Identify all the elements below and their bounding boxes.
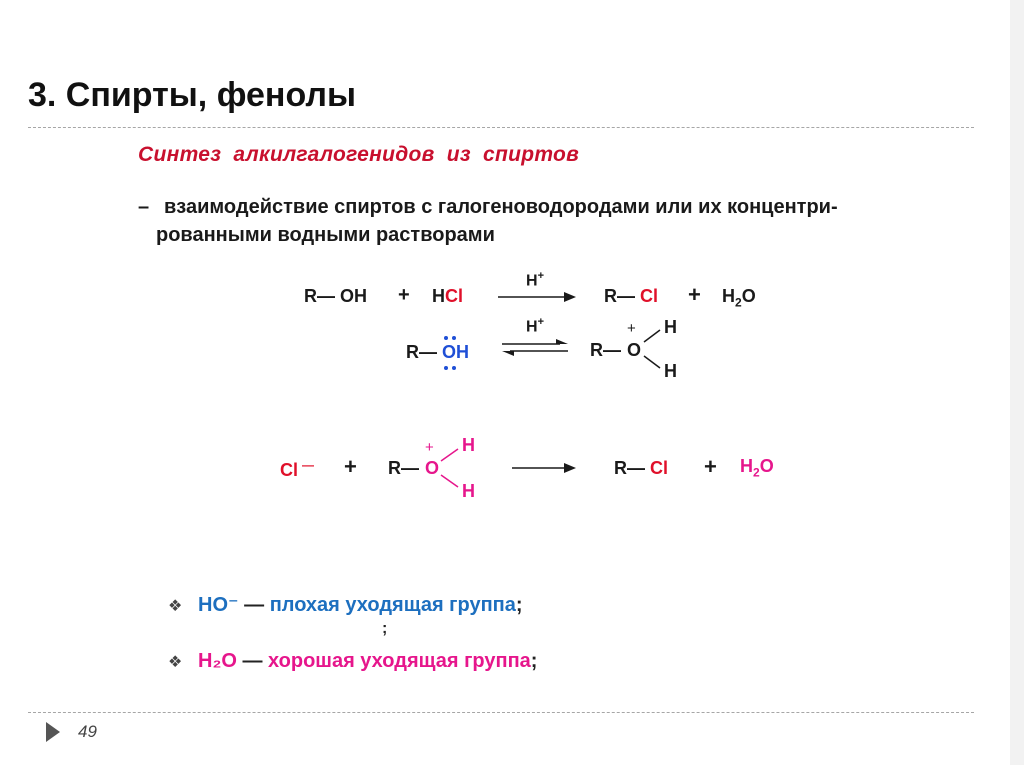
bullet-1-text: плохая уходящая группа (269, 594, 516, 616)
forward-arrow-3-head (564, 463, 576, 473)
description-dash: – (138, 196, 150, 218)
r2-hydroxyl: OH (442, 342, 469, 362)
r1-alcohol: R— OH (304, 286, 367, 306)
play-triangle-icon (46, 722, 60, 742)
r3-chloride (280, 458, 314, 481)
r1-catalyst-charge: + (537, 270, 544, 282)
r3-oxonium-r: R— (388, 458, 419, 478)
bullet-2-dash: — (236, 650, 269, 672)
oh-bond-lower-3 (441, 475, 458, 487)
r1-hcl (432, 286, 463, 307)
stray-semicolon: ; (382, 620, 388, 637)
bullet-1-end: ; (515, 594, 523, 616)
section-subtitle: Синтез алкилгалогенидов из спиртов (138, 143, 580, 166)
r2-catalyst (526, 316, 544, 336)
r2-oxonium-charge: + (627, 320, 636, 337)
forward-arrow-1-head (564, 292, 576, 302)
r1-plus-2: + (688, 282, 701, 307)
oh-bond-upper-3 (441, 449, 458, 461)
oh-bond-upper-2 (644, 330, 660, 342)
r3-plus-1: + (344, 454, 357, 479)
oh-bond-lower-2 (644, 356, 660, 368)
r3-product-cl: Cl (650, 458, 669, 478)
footer-divider (28, 712, 974, 713)
r3-oxonium-o: O (425, 458, 440, 478)
r3-product-r: R— (614, 458, 645, 478)
r2-oxonium-h2: H (664, 361, 677, 381)
equilibrium-forward-head (556, 339, 568, 344)
r3-plus-2: + (704, 454, 717, 479)
r1-plus-1: + (398, 284, 410, 306)
r2-catalyst-charge: + (537, 316, 544, 328)
r3-oxonium-charge: + (425, 439, 434, 456)
bullet-2-end: ; (530, 650, 538, 672)
lone-pair-top-2 (452, 336, 456, 340)
r1-water-h: H (722, 286, 735, 306)
r3-water (740, 456, 774, 480)
r3-chloride-charge: — (302, 458, 314, 472)
page-number: 49 (78, 722, 97, 741)
r3-oxonium-h1: H (462, 435, 475, 455)
bullet-hydroxide (168, 592, 523, 617)
r1-water-sub: 2 (735, 295, 742, 310)
slide-title: 3. Спирты, фенолы (28, 76, 356, 114)
bullet-water (168, 650, 537, 673)
bullet-2-formula: H₂O (198, 650, 237, 672)
bullet-1-formula: HO⁻ (198, 594, 239, 616)
description-line-1: взаимодействие спиртов с галогеноводородами или их концентри- (164, 196, 838, 218)
r3-product (614, 458, 668, 479)
r2-catalyst-h: H (526, 318, 538, 336)
r1-product (604, 286, 658, 307)
r2-oxonium-o: O (627, 340, 642, 360)
diamond-bullet-icon: ❖ (168, 654, 183, 671)
bullet-1-dash: — (238, 594, 270, 616)
r3-water-sub: 2 (753, 465, 760, 480)
diamond-bullet-icon: ❖ (168, 598, 183, 615)
r1-catalyst (526, 270, 544, 290)
bullet-2-text: хорошая уходящая группа (268, 650, 531, 672)
r1-hcl-h: H (432, 286, 445, 306)
r3-water-h: H (740, 456, 753, 476)
r1-product-r: R— (604, 286, 635, 306)
lone-pair-bottom-1 (444, 366, 448, 370)
description-line-2: рованными водными растворами (156, 224, 495, 246)
r3-chloride-cl: Cl (280, 460, 298, 480)
r1-catalyst-h: H (526, 272, 538, 290)
r3-oxonium-h2: H (462, 481, 475, 501)
r1-water (722, 286, 756, 310)
lone-pair-top-1 (444, 336, 448, 340)
r2-oxonium-h1: H (664, 317, 677, 337)
r2-oxonium-r: R— (590, 340, 621, 360)
r1-water-o: O (741, 286, 756, 306)
r3-water-o: O (759, 456, 774, 476)
r1-hcl-cl: Cl (445, 286, 463, 306)
r1-product-cl: Cl (640, 286, 659, 306)
r2-r-group: R— (406, 342, 437, 362)
lone-pair-bottom-2 (452, 366, 456, 370)
equilibrium-back-head (502, 351, 514, 356)
